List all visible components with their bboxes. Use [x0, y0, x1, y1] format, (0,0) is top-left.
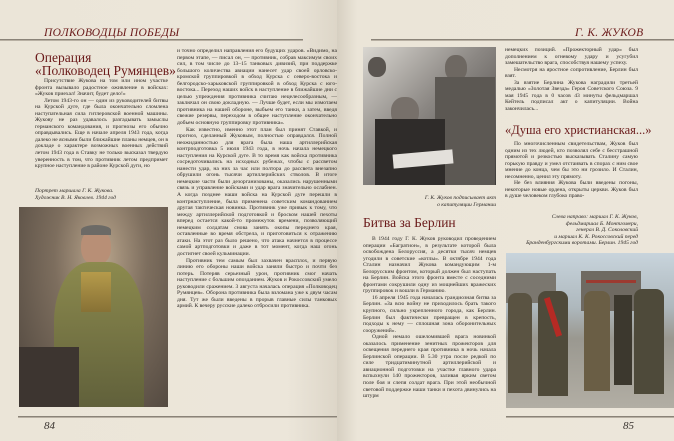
paragraph: немецких позиций. «Прожекторный удар» был дополнением к огневому удару и усугубил замешательство врага, способствуя нашему успеху. — [505, 47, 638, 67]
paragraph: Летом 1943-го он — один из руководителей битвы на Курской дуге, где была окончательно сломлена наступательная сила гитлеровской военной машины. Жукову не раз удавалось разгадывать замыслы германского командования, и прогнозы его обычно оправдывались. Еще в начале апреля 1943 года, когда далеко не ясными были ближайшие планы немцев, он в докладе о характере возможных военных действий летом 1943 года в Ставку не только высказал твердую уверенность в том, что противник летом предпримет крупное наступление в районе Курской дуги, но — [35, 97, 168, 170]
paragraph: Одной немало ошеломившей врага новинкой оказалось применение зенитных прожекторов для освещения переднего края противника в ночь начала Берлинской операции. В 5.30 утра после редкой по силе тридцатиминутной артиллерийской и авиационной подготовки на участке главного удара вспыхнули 140 прожекторов, заливая ярким светом поле боя и слепя солдат врага. При этой необычной световой поддержке наши танки и пехота двинулись на штурм — [363, 334, 496, 400]
caption-line: фельдмаршал Б. Монтгомери, — [565, 220, 638, 227]
title-line: «Полководец Румянцев» — [35, 63, 176, 78]
soul-text — [505, 141, 638, 200]
right-page — [337, 0, 674, 441]
paragraph: Как известно, именно этот план был принят Ставкой, и прогноз, сделанный Жуковым, полностью оправдался. Полной неожиданностью для врага была наша артиллерийская контрподготовка 5 июля 1943 года, в ночь начала немецкого наступления на Курской дуге. В то время как войска противника сосредоточивались на исходных рубежах, чтобы с рассветом нанести удар, на них за час или полтора до рассвета внезапно обрушили огонь тысячи артиллерийских стволов. В итоге немецкие части были дезорганизованы, оказались нарушенными связь и управление войсками и удар врага значительно ослабнен. А когда позднее наши войска на Курской дуге перешли в контрнаступление, была применена советским командованием другая тактическая новинка. Противник уже привык к тому, что между артиллерийской подготовкой и броском нашей пехоты вперед остается какой-то промежуток времени, позволяющий немецким солдатам снова занять окопы переднего края, оставленные во время обстрела, и приготовиться к отражению атаки. На этот раз было решено, что атака начнется в процессе самой артподготовки и даже в тот момент, когда наш огонь достигнет своей кульминации. — [177, 126, 337, 257]
footer-rule — [506, 416, 674, 418]
paragraph: Не без влияния Жукова были введены погоны, некоторые новые ордена, открыты церкви. Жуков был в душе человеком глубоко право- — [505, 180, 638, 200]
paragraph: Несмотря на яростное сопротивление, Берлин был взят. — [505, 66, 638, 80]
berlin-heading: Битва за Берлин — [363, 215, 456, 230]
header-rule — [0, 39, 303, 41]
portrait-caption — [35, 188, 116, 201]
caption-line: о капитуляции Германии — [437, 201, 496, 208]
paragraph: Присутствие Жукова на том или ином участке фронта вызывало радостное оживление в войсках: «Жуков приехал! Значит, будет дело!» — [35, 78, 168, 98]
title-line: Операция — [35, 50, 92, 65]
header-rule — [371, 39, 674, 41]
footer-rule — [18, 416, 337, 418]
page-number: 84 — [44, 420, 55, 432]
photo-surrender-signing — [363, 47, 496, 185]
photo2-caption — [497, 214, 638, 247]
paragraph: В 1944 году Г. К. Жуков руководил проведением операции «Багратион», в результате которой была освобождена Белоруссия, а десятки тысяч немцев угодили в советские «котлы». В октябре 1944 года Сталин назначил Жукова командующим 1-м Белорусским фронтом, который должен был наступать на Берлин. Войска этого фронта вместе с соседними фронтами сокрушили одну из мощнейших вражеских группировок и вошли в Германию. — [363, 236, 496, 295]
paragraph: и точно определил направления его будущих ударов. «Видимо, на первом этапе, — писал он, — противник, собрав максимум своих сил, в том числе до 13–15 танковых дивизий, при поддержке большого количества авиации нанесет удар своей орловско-кромской группировкой в обход Курска с северо-востока и белгородско-харьковской группировкой в обход Курска с юго-востока... Переход наших войск в наступление в ближайшие дни с целью упреждения противника считаю нецелесообразным, — заключал он свою докладную. — Лучше будет, если мы измотаем противника на нашей обороне, выбьем его танки, а затем, введя свежие резервы, переходом в общее наступление окончательно добьем основную группировку противника». — [177, 48, 337, 127]
paragraph: Противник тем самым был захвачен врасплох, и первую линию его обороны наши войска заняли быстро и почти без потерь. Потеряв серьезный урон, противник смог начать наступление с большим опозданием. Жуков и Рокоссовский умело руководили сражением. 3 августа началась операция «Полководец Румянцев». Оборона противника была взломана уже к двум часам дня. Тут же были введены в прорыв главные силы танковых армий. К вечеру русские далеко отбросили противника. — [177, 257, 337, 310]
running-head: ПОЛКОВОДЦЫ ПОБЕДЫ — [44, 27, 180, 39]
paragraph: По многочисленным свидетельствам, Жуков был одним из тех людей, кто позволял себе с бесстрашной прямотой и резкостью высказывать Сталину самую горькую правду и умел отстаивать в спорах с ним свое мнение до конца, чем бы это ни грозило. И Сталин, несомненно, ценил эту прямоту. — [505, 141, 638, 180]
soul-heading: «Душа его христианская...» — [505, 123, 652, 137]
caption-line: генерал В. Д. Соколовский — [576, 227, 638, 234]
caption-line: Портрет маршала Г. К. Жукова. — [35, 188, 114, 194]
paragraph: 16 апреля 1945 года началась грандиозная битва за Берлин. «За всю войну не приходилось брать такого крупного, сильно укрепленного города, как Берлин. Берлин был фактически превращен в крепость, подходы к нему — сплошная зона оборонительных сооружений». — [363, 294, 496, 334]
running-head: Г. К. ЖУКОВ — [575, 27, 644, 39]
berlin-text — [363, 236, 496, 400]
caption-line: Бранденбургскими воротами. Берлин. 1945 год — [526, 240, 638, 247]
article-title — [35, 51, 176, 77]
caption-line: Г. К. Жуков подписывает акт — [424, 195, 496, 201]
page-number: 85 — [623, 420, 634, 432]
paragraph: За взятие Берлина Жукова наградили третьей медалью «Золотая Звезда» Героя Советского Союза. 9 мая 1945 года в 0 часов 43 минуты фельдмаршал Кейтель подписал акт о капитуляции. Война закончилась... — [505, 79, 638, 112]
portrait-painting — [19, 207, 168, 407]
photo1-caption — [363, 195, 496, 208]
right-column-text — [505, 47, 638, 112]
caption-line: Художник В. Н. Яковлев. 1944 год — [35, 194, 117, 201]
caption-line: и маршал К. К. Рокоссовский перед — [554, 233, 638, 240]
caption-line: Слева направо: маршал Г. К. Жуков, — [551, 214, 638, 220]
photo-brandenburg-gate — [506, 253, 674, 408]
column-2-text — [177, 48, 337, 310]
column-1-text — [35, 78, 168, 170]
